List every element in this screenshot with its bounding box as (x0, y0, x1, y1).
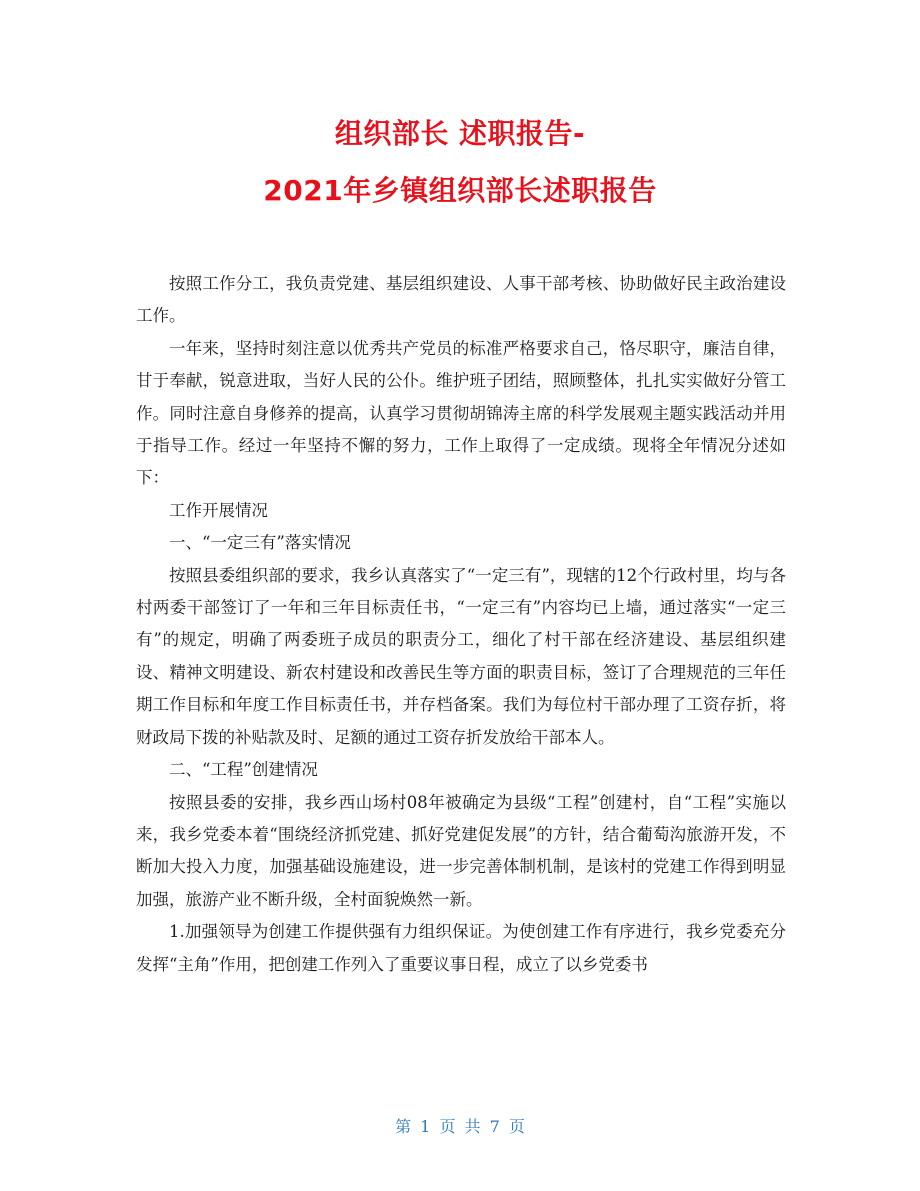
section-heading: 一、“一定三有”落实情况 (169, 533, 351, 553)
document-title-line2: 2021年乡镇组织部长述职报告 (263, 174, 657, 207)
page-number-footer: 第 1 页 共 7 页 (395, 1117, 525, 1136)
document-title-line1: 组织部长 述职报告- (334, 117, 586, 150)
paragraph: 按照县委的安排，我乡西山场村08年被确定为县级“工程”创建村，自“工程”实施以来，我乡党委本着“围绕经济抓党建、抓好党建促发展”的方针，结合葡萄沟旅游开发，不断加大投入力度，加强基础设施建设，进一步完善体制机制，是该村的党建工作得到明显加强，旅游产业不断升级，全村面貌焕然一新。 (136, 792, 786, 909)
section-heading: 工作开展情况 (169, 500, 268, 520)
document-body (136, 268, 786, 981)
paragraph: 一年来，坚持时刻注意以优秀共产党员的标准严格要求自己，恪尽职守，廉洁自律，甘于奉献，锐意进取，当好人民的公仆。维护班子团结，照顾整体，扎扎实实做好分管工作。同时注意自身修养的提高，认真学习贯彻胡锦涛主席的科学发展观主题实践活动并用于指导工作。经过一年坚持不懈的努力，工作上取得了一定成绩。现将全年情况分述如下： (136, 338, 786, 488)
paragraph: 按照县委组织部的要求，我乡认真落实了“一定三有”，现辖的12个行政村里，均与各村两委干部签订了一年和三年目标责任书，“一定三有”内容均已上墙，通过落实“一定三有”的规定，明确了两委班子成员的职责分工，细化了村干部在经济建设、基层组织建设、精神文明建设、新农村建设和改善民生等方面的职责目标，签订了合理规范的三年任期工作目标和年度工作目标责任书，并存档备案。我们为每位村干部办理了工资存折，将财政局下拨的补贴款及时、足额的通过工资存折发放给干部本人。 (136, 565, 786, 747)
paragraph: 1.加强领导为创建工作提供强有力组织保证。为使创建工作有序进行，我乡党委充分发挥“主角”作用，把创建工作列入了重要议事日程，成立了以乡党委书 (136, 922, 786, 974)
paragraph: 按照工作分工，我负责党建、基层组织建设、人事干部考核、协助做好民主政治建设工作。 (136, 274, 786, 326)
section-heading: 二、“工程”创建情况 (169, 760, 318, 780)
